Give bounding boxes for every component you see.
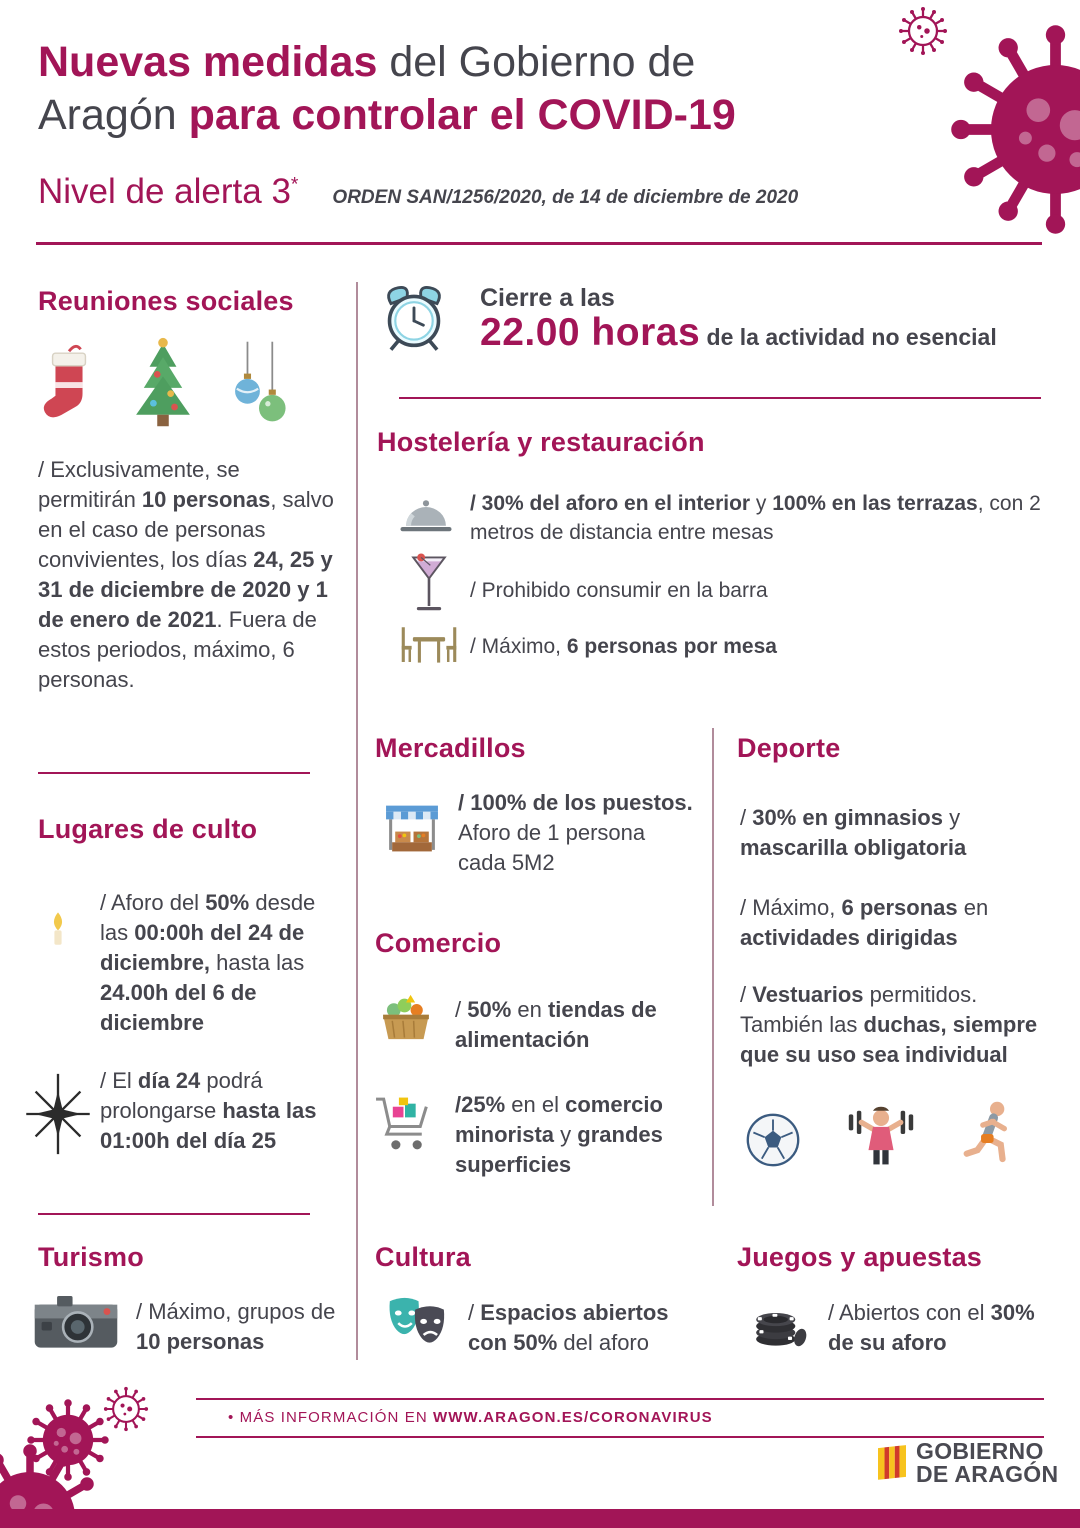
section-heading-turismo: Turismo xyxy=(38,1242,144,1272)
poker-chips-icon xyxy=(748,1293,810,1351)
camera-icon xyxy=(33,1292,119,1350)
table-chairs-icon xyxy=(398,620,460,668)
comercio-item-1: / 50% en tiendas de alimentación xyxy=(455,997,657,1052)
header-divider xyxy=(36,242,1042,245)
logo-line-1: GOBIERNO xyxy=(916,1438,1044,1464)
sparkle-star-icon xyxy=(20,1072,96,1156)
section-heading-deporte: Deporte xyxy=(737,733,841,763)
deporte-item-2: / Máximo, 6 personas en actividades dirigidas xyxy=(740,895,989,950)
left-divider-2 xyxy=(38,1213,310,1215)
title-line-2: Aragón para controlar el COVID-19 xyxy=(38,91,736,139)
culto-item-2: / El día 24 podrá prolongarse hasta las 01:00h del día 25 xyxy=(100,1068,317,1153)
footer-divider-top xyxy=(196,1398,1044,1400)
hosteleria-item-1: / 30% del aforo en el interior y 100% en las terrazas, con 2 metros de distancia entre mesas xyxy=(470,492,1041,544)
turismo-body: / Máximo, grupos de 10 personas xyxy=(136,1299,336,1354)
section-heading-mercadillos: Mercadillos xyxy=(375,733,526,763)
closure-intro: Cierre a las xyxy=(480,284,615,312)
market-stall-icon xyxy=(383,797,441,857)
serving-cloche-icon xyxy=(398,492,454,542)
bottom-bar xyxy=(0,1509,1080,1528)
cultura-body: / Espacios abiertos con 50% del aforo xyxy=(468,1300,669,1355)
page-title xyxy=(38,36,878,142)
christmas-tree-icon xyxy=(124,336,202,432)
sports-icons-row xyxy=(745,1098,1019,1168)
baubles-icon xyxy=(228,340,290,432)
title-line-1: Nuevas medidas del Gobierno de xyxy=(38,38,696,86)
christmas-stocking-icon xyxy=(40,342,98,432)
gobierno-aragon-logo xyxy=(878,1440,1058,1486)
candle-glow-icon xyxy=(22,885,94,965)
weight-lifter-icon xyxy=(847,1100,915,1168)
logo-text xyxy=(916,1440,1058,1486)
deporte-item-1: / 30% en gimnasios y mascarilla obligatoria xyxy=(740,805,967,860)
order-reference: ORDEN SAN/1256/2020, de 14 de diciembre de 2020 xyxy=(332,187,799,208)
hosteleria-item-3: / Máximo, 6 personas por mesa xyxy=(470,635,777,658)
left-divider-1 xyxy=(38,772,310,774)
alert-level: Nivel de alerta 3* xyxy=(38,172,299,211)
closure-time: 22.00 horas de la actividad no esencial xyxy=(480,311,997,354)
section-heading-juegos: Juegos y apuestas xyxy=(737,1242,983,1272)
cocktail-icon xyxy=(408,548,450,622)
virus-icon xyxy=(948,22,1080,237)
food-basket-icon xyxy=(377,988,435,1046)
virus-outline-icon xyxy=(898,6,948,56)
section-heading-comercio: Comercio xyxy=(375,928,502,958)
alarm-clock-icon xyxy=(378,280,450,356)
section-heading-hosteleria: Hostelería y restauración xyxy=(377,427,705,457)
theater-masks-icon xyxy=(378,1293,454,1355)
footer-info: • MÁS INFORMACIÓN EN WWW.ARAGON.ES/CORONAVIRUS xyxy=(228,1409,713,1426)
hosteleria-item-2: / Prohibido consumir en la barra xyxy=(470,579,768,602)
christmas-icons-row xyxy=(40,336,290,432)
mercadillos-body: / 100% de los puestos. Aforo de 1 persona cada 5M2 xyxy=(458,790,693,875)
reuniones-body: / Exclusivamente, se permitirán 10 personas, salvo en el caso de personas convivientes, los días 24, 25 y 31 de diciembre de 2020 y 1 de enero de 2021. Fuera de estos periodos, máximo, 6 personas. xyxy=(38,457,334,692)
alert-row xyxy=(38,172,938,212)
runner-icon xyxy=(961,1100,1019,1168)
culto-item-1: / Aforo del 50% desde las 00:00h del 24 de diciembre, hasta las 24.00h del 6 de diciembre xyxy=(100,890,316,1035)
shopping-cart-icon xyxy=(373,1085,437,1165)
section-heading-reuniones: Reuniones sociales xyxy=(38,286,294,316)
aragon-flag-icon xyxy=(878,1443,906,1483)
logo-line-2: DE ARAGÓN xyxy=(916,1461,1059,1487)
section-heading-culto: Lugares de culto xyxy=(38,814,258,844)
section-heading-cultura: Cultura xyxy=(375,1242,471,1272)
vertical-divider-left xyxy=(356,282,358,1360)
deporte-item-3: / Vestuarios permitidos. También las duchas, siempre que su uso sea individual xyxy=(740,982,1038,1067)
comercio-item-2: /25% en el comercio minorista y grandes superficies xyxy=(455,1092,663,1177)
vertical-divider-right xyxy=(712,728,714,1206)
closure-divider xyxy=(399,397,1041,399)
soccer-ball-icon xyxy=(745,1112,801,1168)
juegos-body: / Abiertos con el 30% de su aforo xyxy=(828,1300,1035,1355)
